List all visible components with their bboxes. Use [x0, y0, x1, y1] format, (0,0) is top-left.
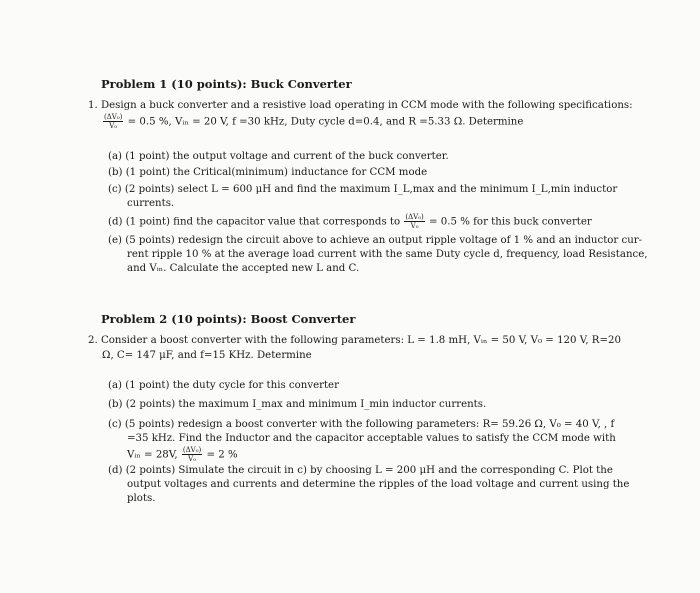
problem1-item-a: (a) (1 point) the output voltage and current of the buck converter. [108, 151, 449, 162]
ripple-fraction: $\frac{\text{(ΔV₀)}}{\text{V₀}}$ [104, 113, 123, 130]
problem2-item-d-line2: output voltages and currents and determine the ripples of the load voltage and current using the [127, 479, 630, 490]
problem1-item-d: (d) (1 point) find the capacitor value that corresponds to $\frac{\text{(ΔV₀)}}{\text{V₀}}$ = 0.5 % for this buck converter [108, 213, 592, 230]
problem2-item-c-line2: =35 kHz. Find the Inductor and the capacitor acceptable values to satisfy the CCM mode with [127, 433, 616, 444]
problem1-item-e-line3: and Vᵢₙ. Calculate the accepted new L and C. [127, 263, 360, 274]
problem1-heading: Problem 1 (10 points): Buck Converter [101, 77, 352, 91]
problem1-intro-line2 [102, 113, 523, 130]
problem2-heading: Problem 2 (10 points): Boost Converter [101, 312, 356, 326]
problem2-item-a: (a) (1 point) the duty cycle for this converter [108, 380, 339, 391]
problem1-intro-line1: 1. Design a buck converter and a resistive load operating in CCM mode with the following specifications: [88, 100, 633, 111]
problem1-item-c-line2: currents. [127, 198, 175, 209]
problem1-item-c-line1: (c) (2 points) select L = 600 μH and find the maximum I_L,max and the minimum I_L,min inductor [108, 184, 618, 195]
problem2-item-d-line3: plots. [127, 493, 156, 504]
problem1-item-e-line2: rent ripple 10 % at the average load current with the same Duty cycle d, frequency, load Resistance, [127, 249, 648, 260]
problem1-item-b: (b) (1 point) the Critical(minimum) inductance for CCM mode [108, 167, 428, 178]
problem2-item-c-line1: (c) (5 points) redesign a boost converter with the following parameters: R= 59.26 Ω, V₀ = 40 V, , f [108, 419, 615, 430]
problem2-item-b: (b) (2 points) the maximum I_max and minimum I_min inductor currents. [108, 399, 487, 410]
ripple-fraction: $\frac{\text{(ΔV₀)}}{\text{V₀}}$ [182, 446, 202, 463]
problem2-intro-line2: Ω, C= 147 μF, and f=15 KHz. Determine [102, 350, 312, 361]
ripple-fraction: $\frac{\text{(ΔV₀)}}{\text{V₀}}$ [405, 213, 424, 230]
problem2-item-c-line3: Vᵢₙ = 28V, $\frac{\text{(ΔV₀)}}{\text{V₀}}$ = 2 % [127, 446, 238, 463]
problem2-item-d-line1: (d) (2 points) Simulate the circuit in c) by choosing L = 200 μH and the corresponding C. Plot the [108, 465, 613, 476]
problem1-item-e-line1: (e) (5 points) redesign the circuit above to achieve an output ripple voltage of 1 % and an inductor cur- [108, 235, 643, 246]
problem1-spec-text: = 0.5 %, Vᵢₙ = 20 V, f =30 kHz, Duty cycle d=0.4, and R =5.33 Ω. Determine [127, 116, 524, 128]
problem2-intro-line1: 2. Consider a boost converter with the following parameters: L = 1.8 mH, Vᵢₙ = 50 V, V₀ = 120 V, R=20 [88, 335, 621, 346]
